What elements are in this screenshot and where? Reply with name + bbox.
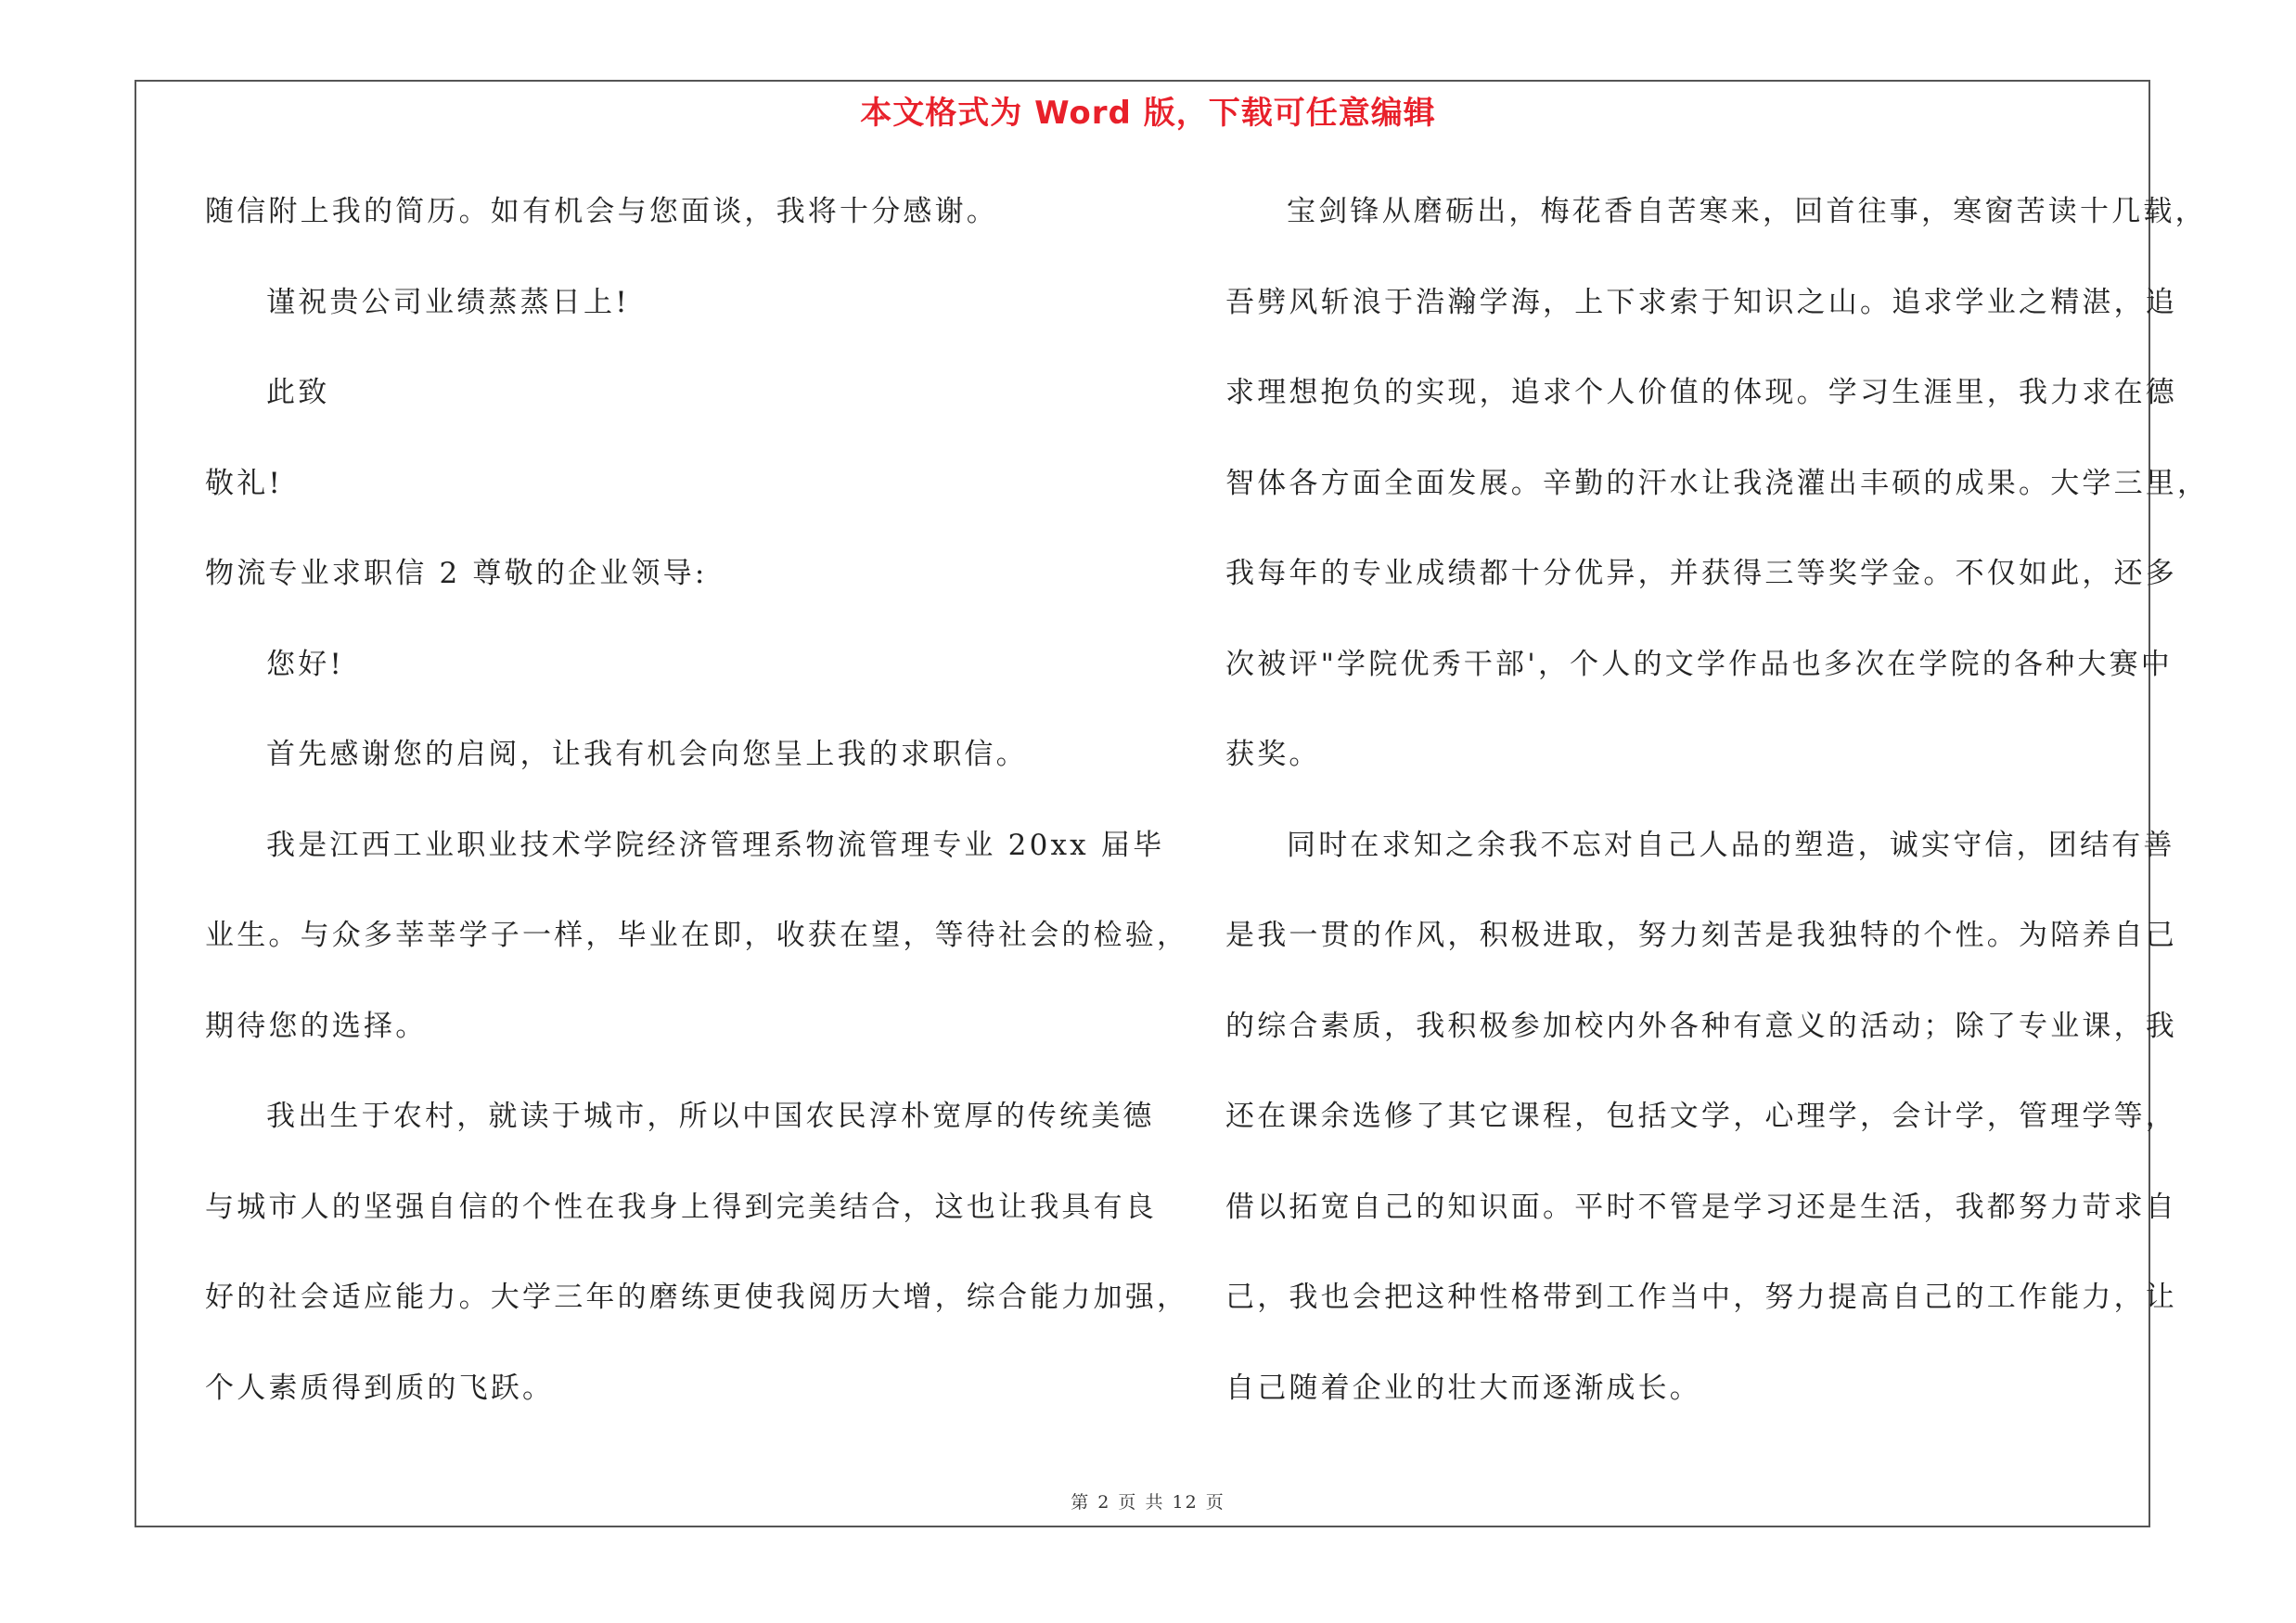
text-line: 期待您的选择。: [205, 1009, 428, 1043]
page-number-footer: 第 2 页 共 12 页: [1071, 1492, 1225, 1513]
text-line: 谨祝贵公司业绩蒸蒸日上!: [266, 285, 630, 319]
text-line: 吾劈风斩浪于浩瀚学海，上下求索于知识之山。追求学业之精湛，追: [1225, 285, 2177, 319]
text-line: 随信附上我的简历。如有机会与您面谈，我将十分感谢。: [205, 195, 998, 228]
text-line: 我出生于农村，就读于城市，所以中国农民淳朴宽厚的传统美德: [266, 1100, 1155, 1133]
text-line: 求理想抱负的实现，追求个人价值的体现。学习生涯里，我力求在德: [1225, 376, 2177, 409]
text-line: 此致: [266, 376, 330, 409]
left-text-column: [205, 182, 1189, 1449]
text-line: 智体各方面全面发展。辛勤的汗水让我浇灌出丰硕的成果。大学三里，: [1225, 466, 2210, 500]
text-line: 次被评"学院优秀干部'，个人的文学作品也多次在学院的各种大赛中: [1225, 647, 2173, 681]
text-line: 宝剑锋从磨砺出，梅花香自苦寒来，回首往事，寒窗苦读十几载，: [1287, 195, 2207, 228]
text-line: 敬礼!: [205, 466, 284, 500]
text-line: 己，我也会把这种性格带到工作当中，努力提高自己的工作能力，让: [1225, 1281, 2177, 1314]
text-line: 自己随着企业的壮大而逐渐成长。: [1225, 1371, 1701, 1405]
text-line: 好的社会适应能力。大学三年的磨练更使我阅历大增，综合能力加强，: [205, 1281, 1189, 1314]
right-text-column: [1225, 182, 2210, 1449]
text-line: 借以拓宽自己的知识面。平时不管是学习还是生活，我都努力苛求自: [1225, 1190, 2177, 1224]
text-line: 还在课余选修了其它课程，包括文学，心理学，会计学，管理学等，: [1225, 1100, 2177, 1133]
text-line: 业生。与众多莘莘学子一样，毕业在即，收获在望，等待社会的检验，: [205, 919, 1189, 952]
text-line: 我每年的专业成绩都十分优异，并获得三等奖学金。不仅如此，还多: [1225, 557, 2177, 590]
text-line: 我是江西工业职业技术学院经济管理系物流管理专业 20xx 届毕: [266, 828, 1165, 862]
text-line: 个人素质得到质的飞跃。: [205, 1371, 555, 1405]
text-line: 与城市人的坚强自信的个性在我身上得到完美结合，这也让我具有良: [205, 1190, 1157, 1224]
text-line: 是我一贯的作风，积极进取，努力刻苦是我独特的个性。为陪养自己: [1225, 919, 2177, 952]
text-line: 物流专业求职信 2 尊敬的企业领导:: [205, 557, 708, 590]
text-line: 您好!: [266, 647, 345, 681]
text-line: 同时在求知之余我不忘对自己人品的塑造，诚实守信，团结有善: [1287, 828, 2175, 862]
text-line: 首先感谢您的启阅，让我有机会向您呈上我的求职信。: [266, 738, 1028, 771]
text-line: 的综合素质，我积极参加校内外各种有意义的活动；除了专业课，我: [1225, 1009, 2177, 1043]
word-format-banner: 本文格式为 Word 版，下载可任意编辑: [860, 95, 1436, 132]
text-line: 获奖。: [1225, 738, 1321, 771]
